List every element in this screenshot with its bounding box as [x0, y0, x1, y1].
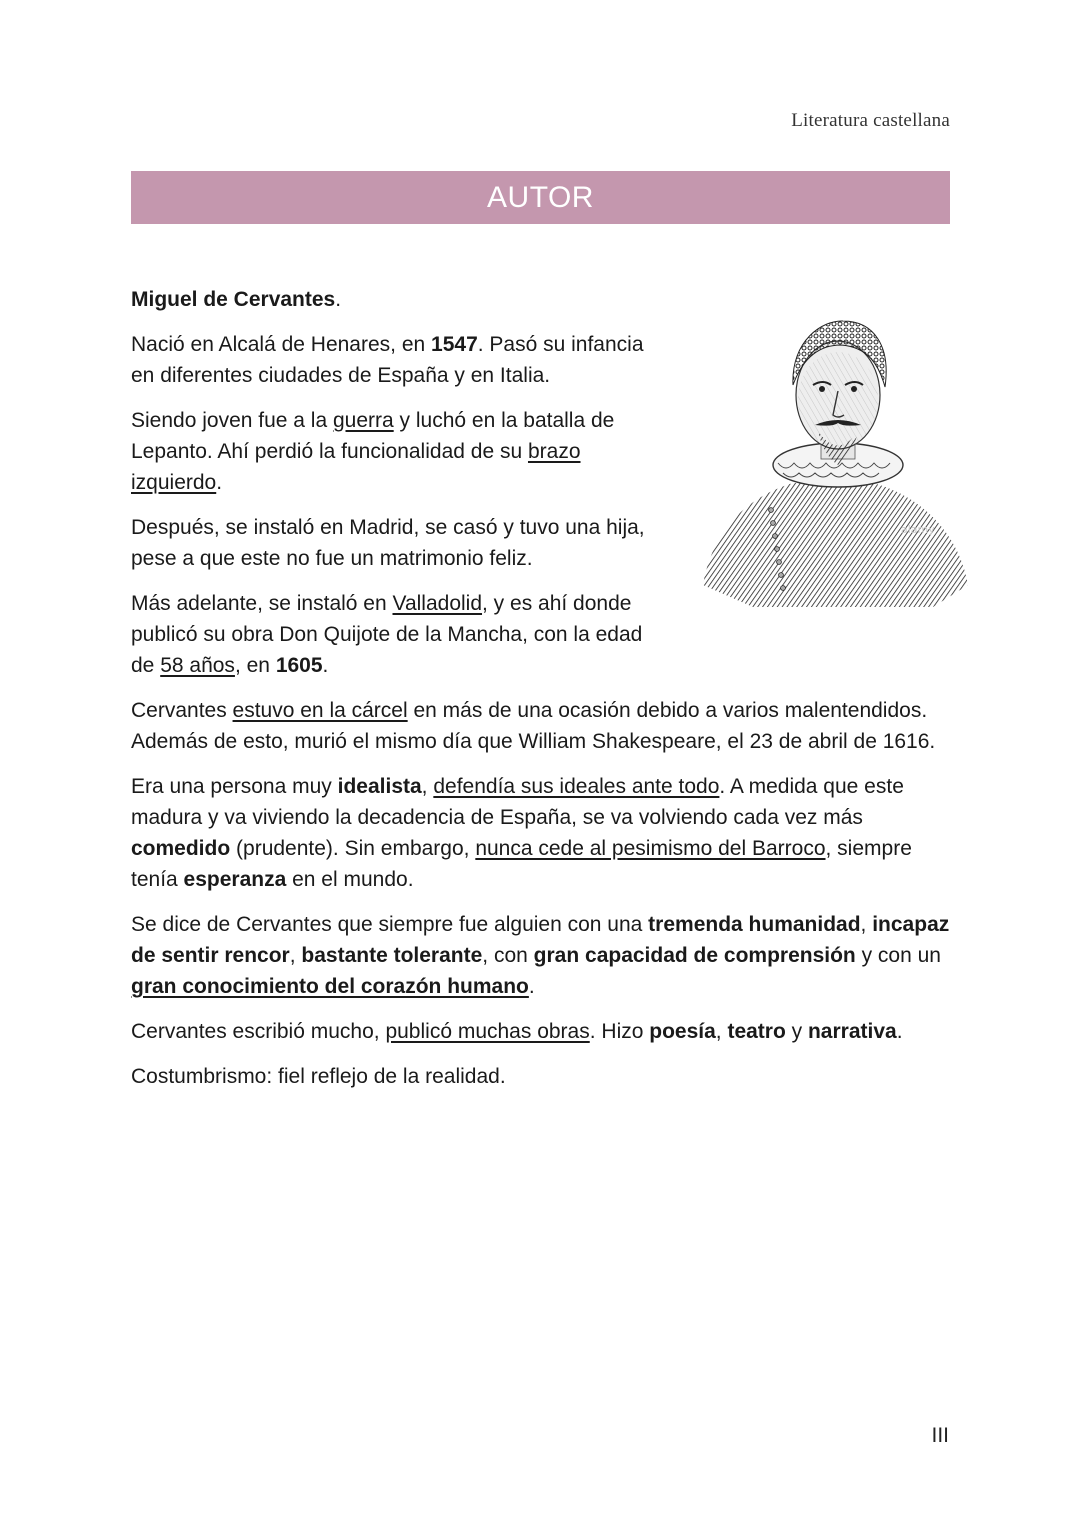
highlight-age: 58 años: [160, 654, 235, 677]
highlight-brazo: brazo izquierdo: [131, 440, 581, 494]
paragraph-war: Siendo joven fue a la guerra y luchó en la batalla de Lepanto. Ahí perdió la funcionalidad de su brazo izquierdo.: [131, 409, 615, 494]
author-name: Miguel de Cervantes: [131, 288, 336, 311]
highlight-valladolid: Valladolid: [392, 592, 483, 615]
paragraph-works: Cervantes escribió mucho, publicó muchas obras. Hizo poesía, teatro y narrativa.: [131, 1020, 903, 1043]
paragraph-valladolid: Más adelante, se instaló en Valladolid, y es ahí donde publicó su obra Don Quijote de la Mancha, con la edad de 58 años, en 1605.: [131, 592, 643, 677]
highlight-jail: estuvo en la cárcel: [232, 699, 408, 722]
page-header-subject: Literatura castellana: [791, 110, 950, 131]
paragraph-costumbrismo: Costumbrismo: fiel reflejo de la realidad.: [131, 1065, 506, 1088]
paragraph-character: Era una persona muy idealista, defendía sus ideales ante todo. A medida que este madura y va viviendo la decadencia de España, se va volviendo cada vez más comedido (prudente). Sin embargo, nunca cede al pesimismo del Barroco, siempre tenía esperanza en el mundo.: [131, 775, 912, 891]
author-heading: Miguel de Cervantes.: [131, 288, 342, 311]
section-title: AUTOR: [487, 180, 594, 214]
section-banner: [131, 171, 950, 224]
paragraph-humanity: Se dice de Cervantes que siempre fue alguien con una tremenda humanidad, incapaz de sentir rencor, bastante tolerante, con gran capacidad de comprensión y con un gran conocimiento del corazón humano.: [131, 913, 950, 998]
paragraph-birth: Nació en Alcalá de Henares, en 1547. Pasó su infancia en diferentes ciudades de España y en Italia.: [131, 333, 644, 387]
highlight-guerra: guerra: [332, 409, 394, 432]
quijote-year: 1605: [275, 654, 323, 677]
watermark-text: alamy: [901, 523, 935, 536]
paragraph-madrid: Después, se instaló en Madrid, se casó y tuvo una hija, pese a que este no fue un matrimonio feliz.: [131, 516, 645, 570]
paragraph-jail: Cervantes estuvo en la cárcel en más de una ocasión debido a varios malentendidos. Además de esto, murió el mismo día que William Shakespeare, el 23 de abril de 1616.: [131, 699, 936, 753]
birth-year: 1547: [431, 333, 478, 356]
page-number: III: [931, 1424, 949, 1447]
biography-content: [131, 284, 951, 1106]
